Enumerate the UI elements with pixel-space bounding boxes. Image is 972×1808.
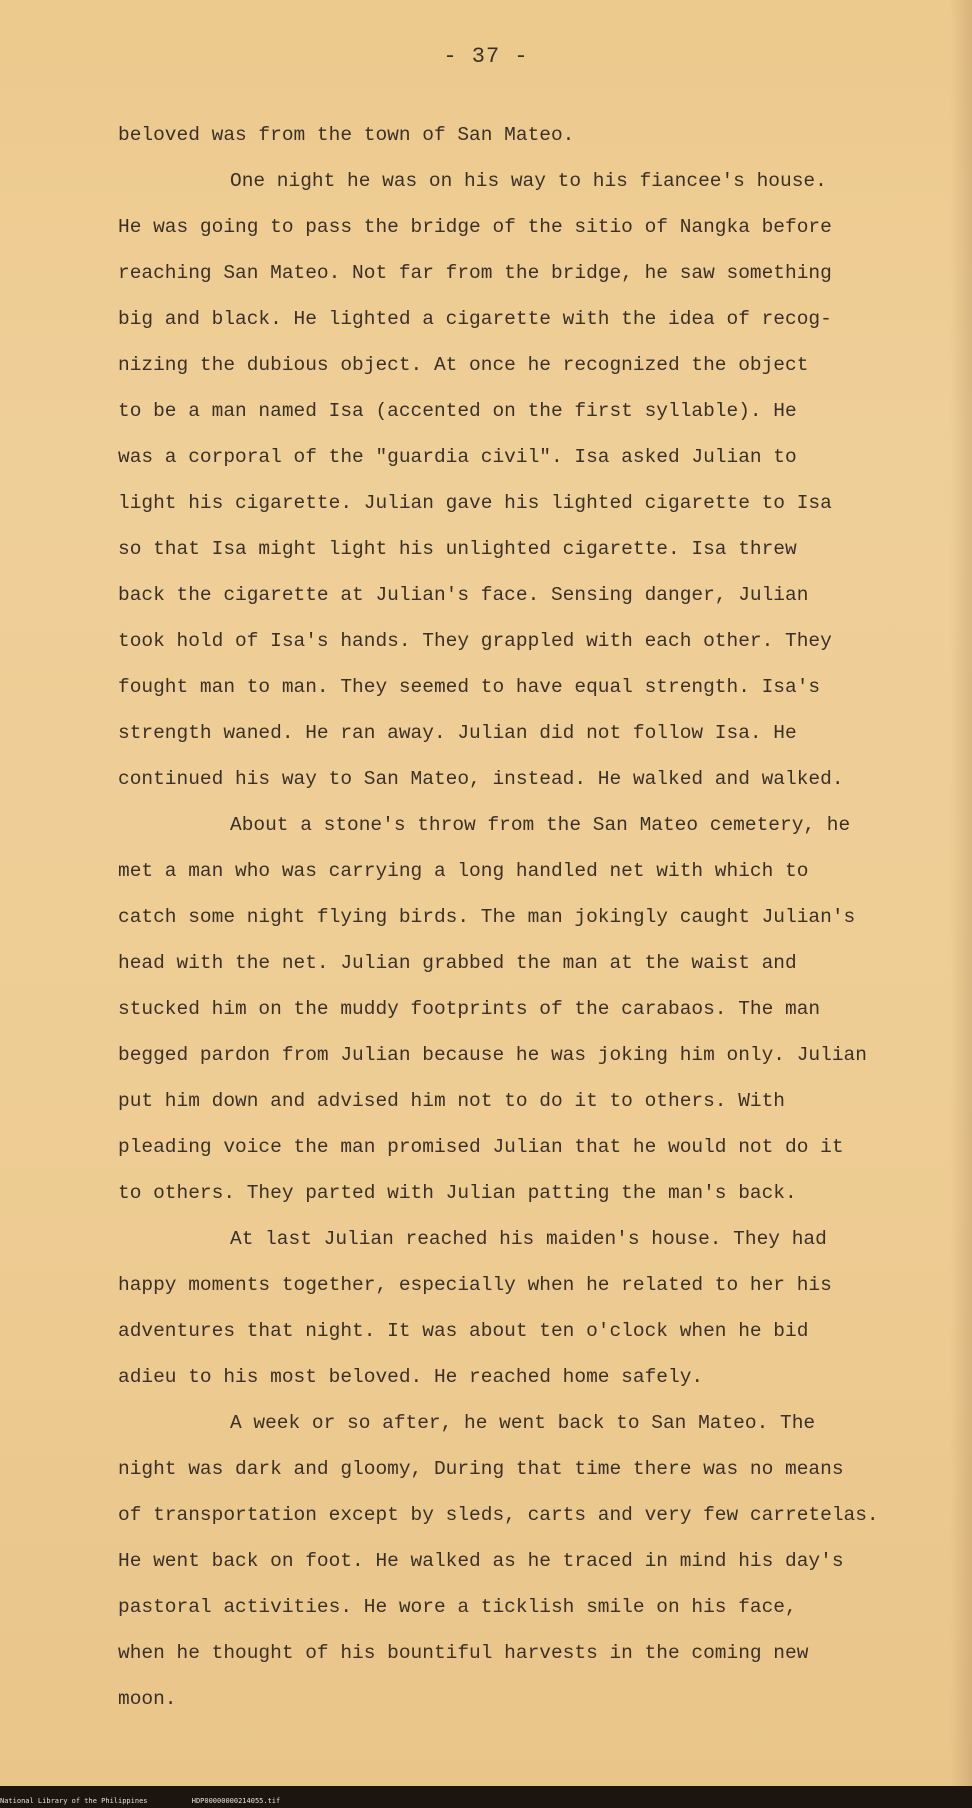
text-line: reaching San Mateo. Not far from the bridge, he saw something	[118, 262, 832, 284]
text-line: nizing the dubious object. At once he recognized the object	[118, 354, 809, 376]
text-line: was a corporal of the "guardia civil". Isa asked Julian to	[118, 446, 797, 468]
paragraph-start: A week or so after, he went back to San Mateo. The	[230, 1412, 816, 1434]
text-line: night was dark and gloomy, During that time there was no means	[118, 1458, 844, 1480]
scan-footer-text	[0, 1797, 320, 1806]
text-line: begged pardon from Julian because he was joking him only. Julian	[118, 1044, 867, 1066]
text-line: continued his way to San Mateo, instead. He walked and walked.	[118, 768, 844, 790]
paragraph-start: One night he was on his way to his fiancee's house.	[230, 170, 827, 192]
text-line: He went back on foot. He walked as he traced in mind his day's	[118, 1550, 844, 1572]
text-line: catch some night flying birds. The man jokingly caught Julian's	[118, 906, 856, 928]
paragraph-start: About a stone's throw from the San Mateo cemetery, he	[230, 814, 851, 836]
text-line: met a man who was carrying a long handled net with which to	[118, 860, 809, 882]
text-line: to others. They parted with Julian patting the man's back.	[118, 1182, 797, 1204]
body-text	[118, 112, 898, 1722]
text-line: strength waned. He ran away. Julian did not follow Isa. He	[118, 722, 797, 744]
text-line: fought man to man. They seemed to have equal strength. Isa's	[118, 676, 821, 698]
footer-source: National Library of the Philippines	[0, 1797, 148, 1805]
footer-file: HDP00000000214055.tif	[191, 1797, 281, 1805]
text-line: adieu to his most beloved. He reached home safely.	[118, 1366, 704, 1388]
text-line: adventures that night. It was about ten o'clock when he bid	[118, 1320, 809, 1342]
text-line: stucked him on the muddy footprints of the carabaos. The man	[118, 998, 821, 1020]
text-line: to be a man named Isa (accented on the first syllable). He	[118, 400, 797, 422]
text-line: put him down and advised him not to do it to others. With	[118, 1090, 786, 1112]
text-line: pleading voice the man promised Julian that he would not do it	[118, 1136, 844, 1158]
text-line: of transportation except by sleds, carts and very few carretelas.	[118, 1504, 879, 1526]
text-line: when he thought of his bountiful harvests in the coming new	[118, 1642, 809, 1664]
text-line: back the cigarette at Julian's face. Sensing danger, Julian	[118, 584, 809, 606]
text-line: so that Isa might light his unlighted cigarette. Isa threw	[118, 538, 797, 560]
page-number: - 37 -	[443, 44, 529, 69]
text-line: took hold of Isa's hands. They grappled with each other. They	[118, 630, 832, 652]
text-line: He was going to pass the bridge of the sitio of Nangka before	[118, 216, 832, 238]
paragraph-start: At last Julian reached his maiden's house. They had	[230, 1228, 827, 1250]
text-line: beloved was from the town of San Mateo.	[118, 124, 575, 146]
text-line: pastoral activities. He wore a ticklish smile on his face,	[118, 1596, 797, 1618]
text-line: moon.	[118, 1688, 177, 1710]
text-line: happy moments together, especially when he related to her his	[118, 1274, 832, 1296]
text-line: big and black. He lighted a cigarette with the idea of recog-	[118, 308, 832, 330]
text-line: head with the net. Julian grabbed the man at the waist and	[118, 952, 797, 974]
scan-footer	[0, 1786, 972, 1808]
text-line: light his cigarette. Julian gave his lighted cigarette to Isa	[118, 492, 832, 514]
